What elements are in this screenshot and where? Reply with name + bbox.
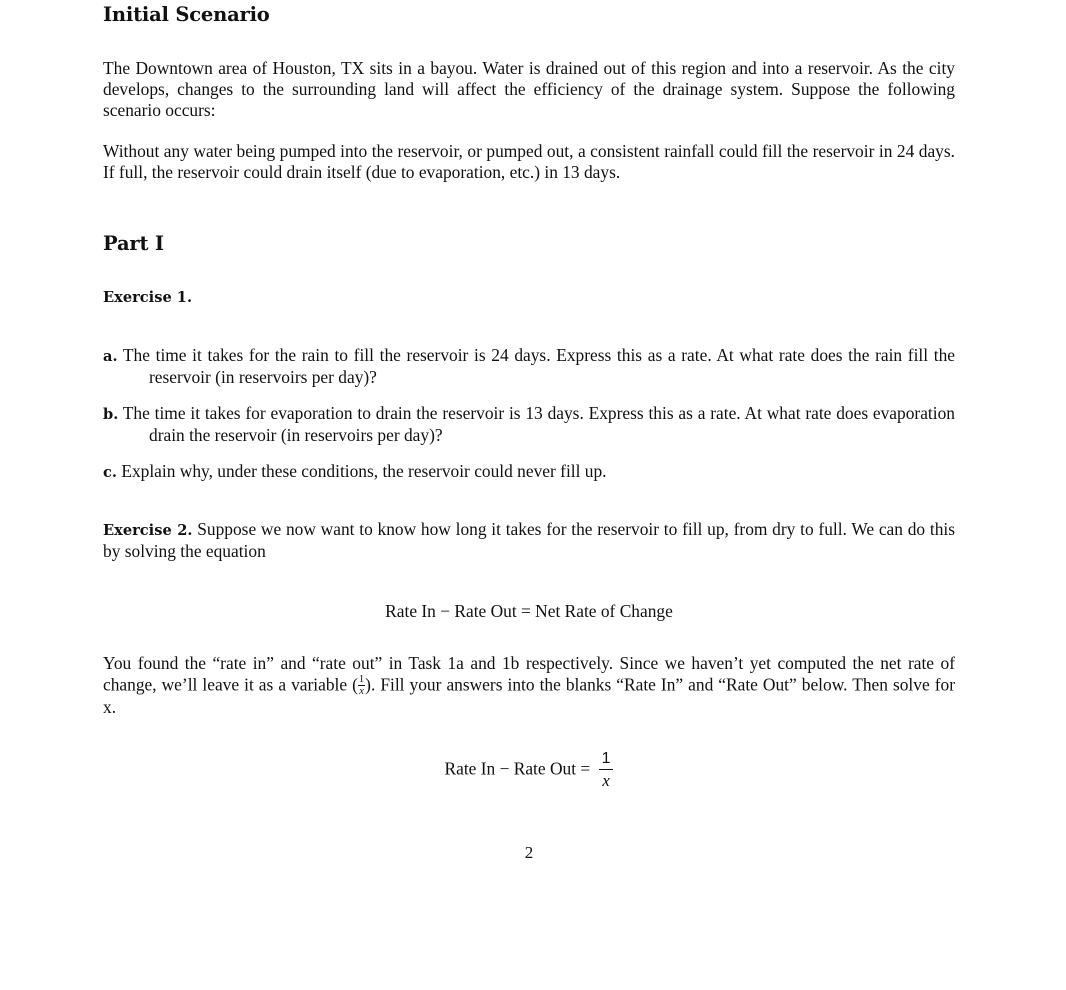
- exercise-2-intro-text: Suppose we now want to know how long it takes for the reservoir to fill up, from dry to full. We can do this by solving the equation: [103, 519, 956, 561]
- page-number: 2: [524, 843, 534, 862]
- item-label: b.: [103, 406, 119, 423]
- section-title-initial-scenario: Initial Scenario: [103, 3, 270, 26]
- instructions-part-1: You found the “rate in” and “rate out” in Task 1a and 1b respectively. Since we haven’t yet computed the net rate of change, we’ll leave it as a variable (: [103, 653, 955, 695]
- item-text: Explain why, under these conditions, the reservoir could never fill up.: [121, 461, 607, 481]
- equation-net-rate: Rate In − Rate Out = Net Rate of Change: [385, 601, 673, 621]
- equation-fraction: [599, 750, 614, 791]
- exercise-1-item-c: [103, 461, 955, 483]
- item-label: a.: [103, 348, 118, 365]
- item-text: The time it takes for the rain to fill the reservoir is 24 days. Express this as a rate. At what rate does the rain fill the reservoir (in reservoirs per day)?: [122, 345, 955, 387]
- exercise-1-item-a: [103, 345, 955, 388]
- intro-paragraph-2: Without any water being pumped into the reservoir, or pumped out, a consistent rainfall could fill the reservoir in 24 days. If full, the reservoir could drain itself (due to evaporation, etc.) in 13 days.: [103, 141, 955, 182]
- inline-fraction-denominator: x: [359, 686, 364, 697]
- fraction-denominator: x: [602, 771, 610, 790]
- exercise-1-item-b: [103, 403, 955, 446]
- instructions-part-2: ). Fill your answers into the blanks “Rate In” and “Rate Out” below. Then solve for x.: [103, 674, 955, 717]
- item-label: c.: [103, 464, 117, 481]
- exercise-2-heading: Exercise 2.: [103, 522, 193, 539]
- item-text: The time it takes for evaporation to drain the reservoir is 13 days. Express this as a rate. At what rate does evaporation drain the reservoir (in reservoirs per day)?: [122, 403, 955, 445]
- exercise-2-intro: [103, 519, 955, 562]
- equation-solve-x: [103, 750, 955, 791]
- inline-fraction-numerator: 1: [358, 674, 365, 685]
- fraction-numerator: 1: [599, 750, 614, 770]
- exercise-2-instructions: [103, 653, 955, 718]
- exercise-1-heading: Exercise 1.: [103, 289, 193, 306]
- section-title-part-1: Part I: [103, 232, 164, 255]
- intro-paragraph-1: The Downtown area of Houston, TX sits in a bayou. Water is drained out of this region and into a reservoir. As the city develops, changes to the surrounding land will affect the efficiency of the drainage system. Suppose the following scenario occurs:: [103, 58, 955, 120]
- equation-lhs: Rate In − Rate Out =: [444, 758, 591, 779]
